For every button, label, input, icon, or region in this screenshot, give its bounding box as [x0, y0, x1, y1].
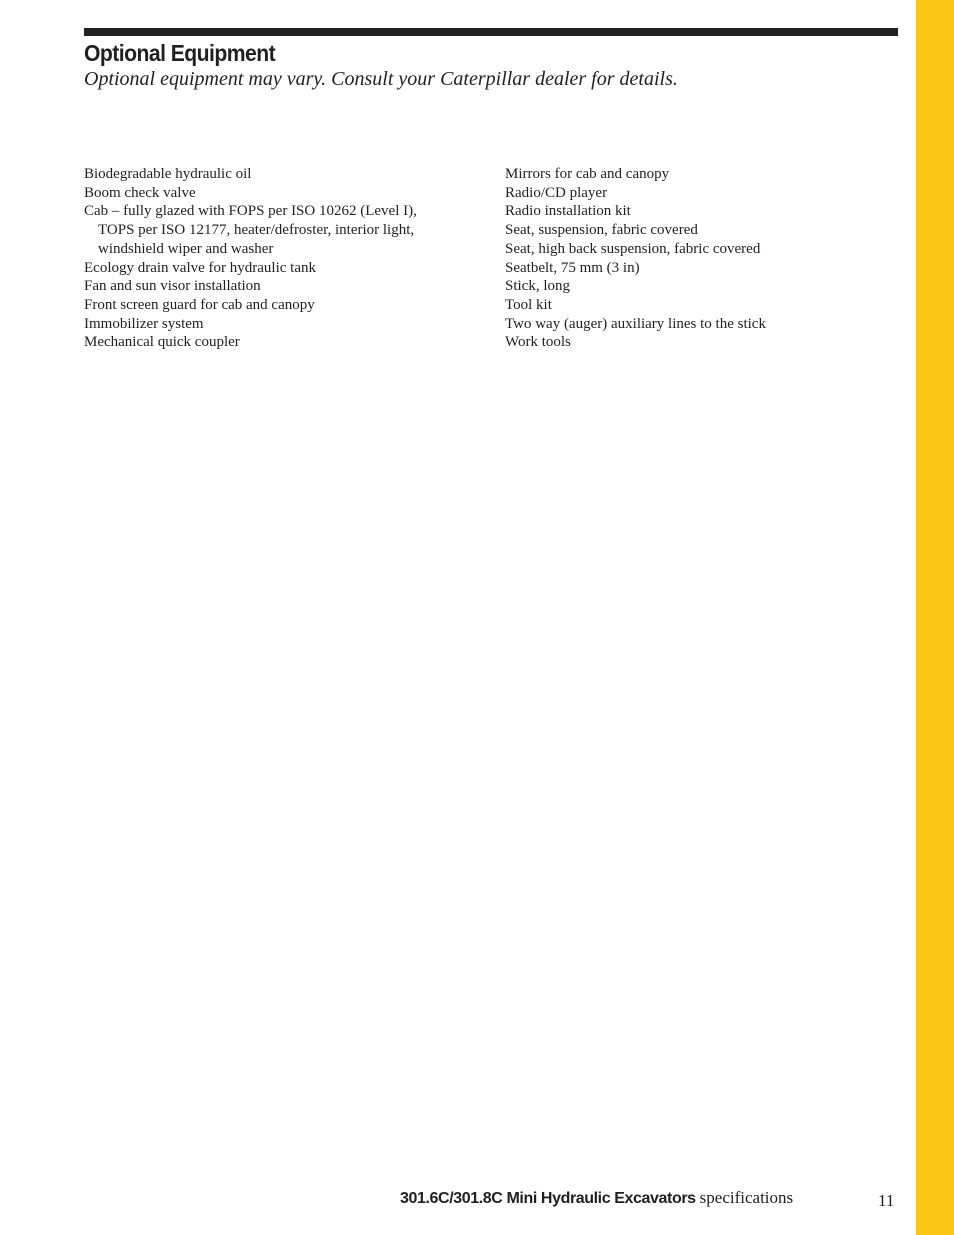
- footer-product-name: 301.6C/301.8C Mini Hydraulic Excavators: [400, 1190, 696, 1207]
- list-item: Front screen guard for cab and canopy: [84, 296, 315, 313]
- list-item: Immobilizer system: [84, 315, 204, 332]
- page-footer: [400, 1188, 793, 1208]
- equipment-list-right: [505, 165, 905, 352]
- footer-suffix: specifications: [699, 1188, 794, 1207]
- list-item: Mirrors for cab and canopy: [505, 166, 670, 182]
- list-item: Work tools: [505, 334, 571, 351]
- list-item: Tool kit: [505, 296, 552, 313]
- equipment-list-left: [84, 165, 484, 352]
- list-item: Ecology drain valve for hydraulic tank: [84, 259, 317, 276]
- list-item: Radio/CD player: [505, 184, 608, 201]
- header-rule: [84, 28, 898, 36]
- list-item: Stick, long: [505, 278, 571, 295]
- list-item: Biodegradable hydraulic oil: [84, 166, 252, 182]
- list-item: Seat, high back suspension, fabric covered: [505, 240, 761, 257]
- list-item: Seat, suspension, fabric covered: [505, 222, 698, 239]
- list-item: Fan and sun visor installation: [84, 278, 261, 295]
- page-subtitle: Optional equipment may vary. Consult your Caterpillar dealer for details.: [84, 68, 678, 90]
- page-number: 11: [878, 1191, 895, 1210]
- list-item: Boom check valve: [84, 184, 196, 201]
- list-item: Mechanical quick coupler: [84, 334, 240, 351]
- page-title: Optional Equipment: [84, 40, 276, 66]
- list-item: Radio installation kit: [505, 203, 631, 220]
- yellow-edge-bar: [916, 0, 954, 1235]
- list-item: Two way (auger) auxiliary lines to the stick: [505, 315, 766, 332]
- list-item: Seatbelt, 75 mm (3 in): [505, 259, 640, 276]
- list-item: Cab – fully glazed with FOPS per ISO 10262 (Level I), TOPS per ISO 12177, heater/defroster, interior light, windshield wiper and washer: [84, 203, 417, 257]
